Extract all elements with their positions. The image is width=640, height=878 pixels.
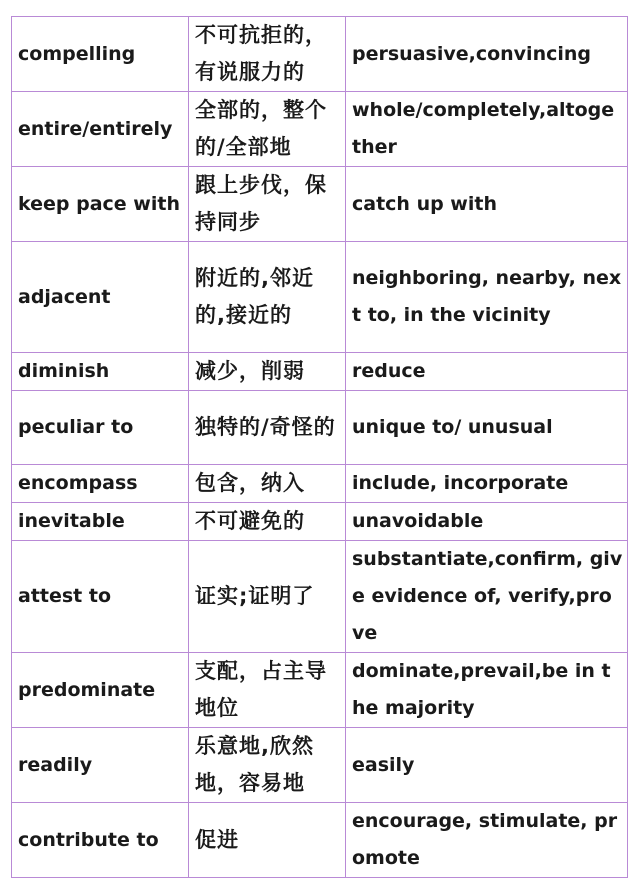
synonyms-cell: dominate,prevail,be in the majority (346, 653, 628, 728)
word-cell: encompass (12, 465, 189, 503)
word-cell: peculiar to (12, 391, 189, 465)
chinese-meaning-cell: 不可抗拒的，有说服力的 (189, 17, 346, 92)
word-cell: diminish (12, 353, 189, 391)
table-row (12, 653, 628, 728)
chinese-meaning-cell: 促进 (189, 803, 346, 878)
table-row (12, 541, 628, 653)
word-cell: inevitable (12, 503, 189, 541)
table-row (12, 465, 628, 503)
table-row (12, 242, 628, 353)
synonyms-cell: substantiate,confirm, give evidence of, verify,prove (346, 541, 628, 653)
synonyms-cell: persuasive,convincing (346, 17, 628, 92)
synonyms-cell: neighboring, nearby, next to, in the vicinity (346, 242, 628, 353)
synonyms-cell: unavoidable (346, 503, 628, 541)
table-row (12, 92, 628, 167)
synonyms-cell: encourage, stimulate, promote (346, 803, 628, 878)
word-cell: keep pace with (12, 167, 189, 242)
chinese-meaning-cell: 乐意地,欣然地，容易地 (189, 728, 346, 803)
table-row (12, 17, 628, 92)
chinese-meaning-cell: 不可避免的 (189, 503, 346, 541)
chinese-meaning-cell: 证实;证明了 (189, 541, 346, 653)
table-row (12, 391, 628, 465)
synonyms-cell: catch up with (346, 167, 628, 242)
chinese-meaning-cell: 跟上步伐，保持同步 (189, 167, 346, 242)
synonyms-cell: whole/completely,altogether (346, 92, 628, 167)
word-cell: predominate (12, 653, 189, 728)
synonyms-cell: unique to/ unusual (346, 391, 628, 465)
word-cell: contribute to (12, 803, 189, 878)
vocabulary-table (11, 16, 628, 878)
chinese-meaning-cell: 附近的,邻近的,接近的 (189, 242, 346, 353)
word-cell: compelling (12, 17, 189, 92)
synonyms-cell: reduce (346, 353, 628, 391)
table-row (12, 353, 628, 391)
table-row (12, 728, 628, 803)
table-row (12, 167, 628, 242)
word-cell: readily (12, 728, 189, 803)
chinese-meaning-cell: 减少，削弱 (189, 353, 346, 391)
chinese-meaning-cell: 全部的，整个的/全部地 (189, 92, 346, 167)
synonyms-cell: easily (346, 728, 628, 803)
chinese-meaning-cell: 支配，占主导地位 (189, 653, 346, 728)
chinese-meaning-cell: 独特的/奇怪的 (189, 391, 346, 465)
table-row (12, 503, 628, 541)
chinese-meaning-cell: 包含，纳入 (189, 465, 346, 503)
word-cell: adjacent (12, 242, 189, 353)
table-row (12, 803, 628, 878)
word-cell: attest to (12, 541, 189, 653)
synonyms-cell: include, incorporate (346, 465, 628, 503)
word-cell: entire/entirely (12, 92, 189, 167)
